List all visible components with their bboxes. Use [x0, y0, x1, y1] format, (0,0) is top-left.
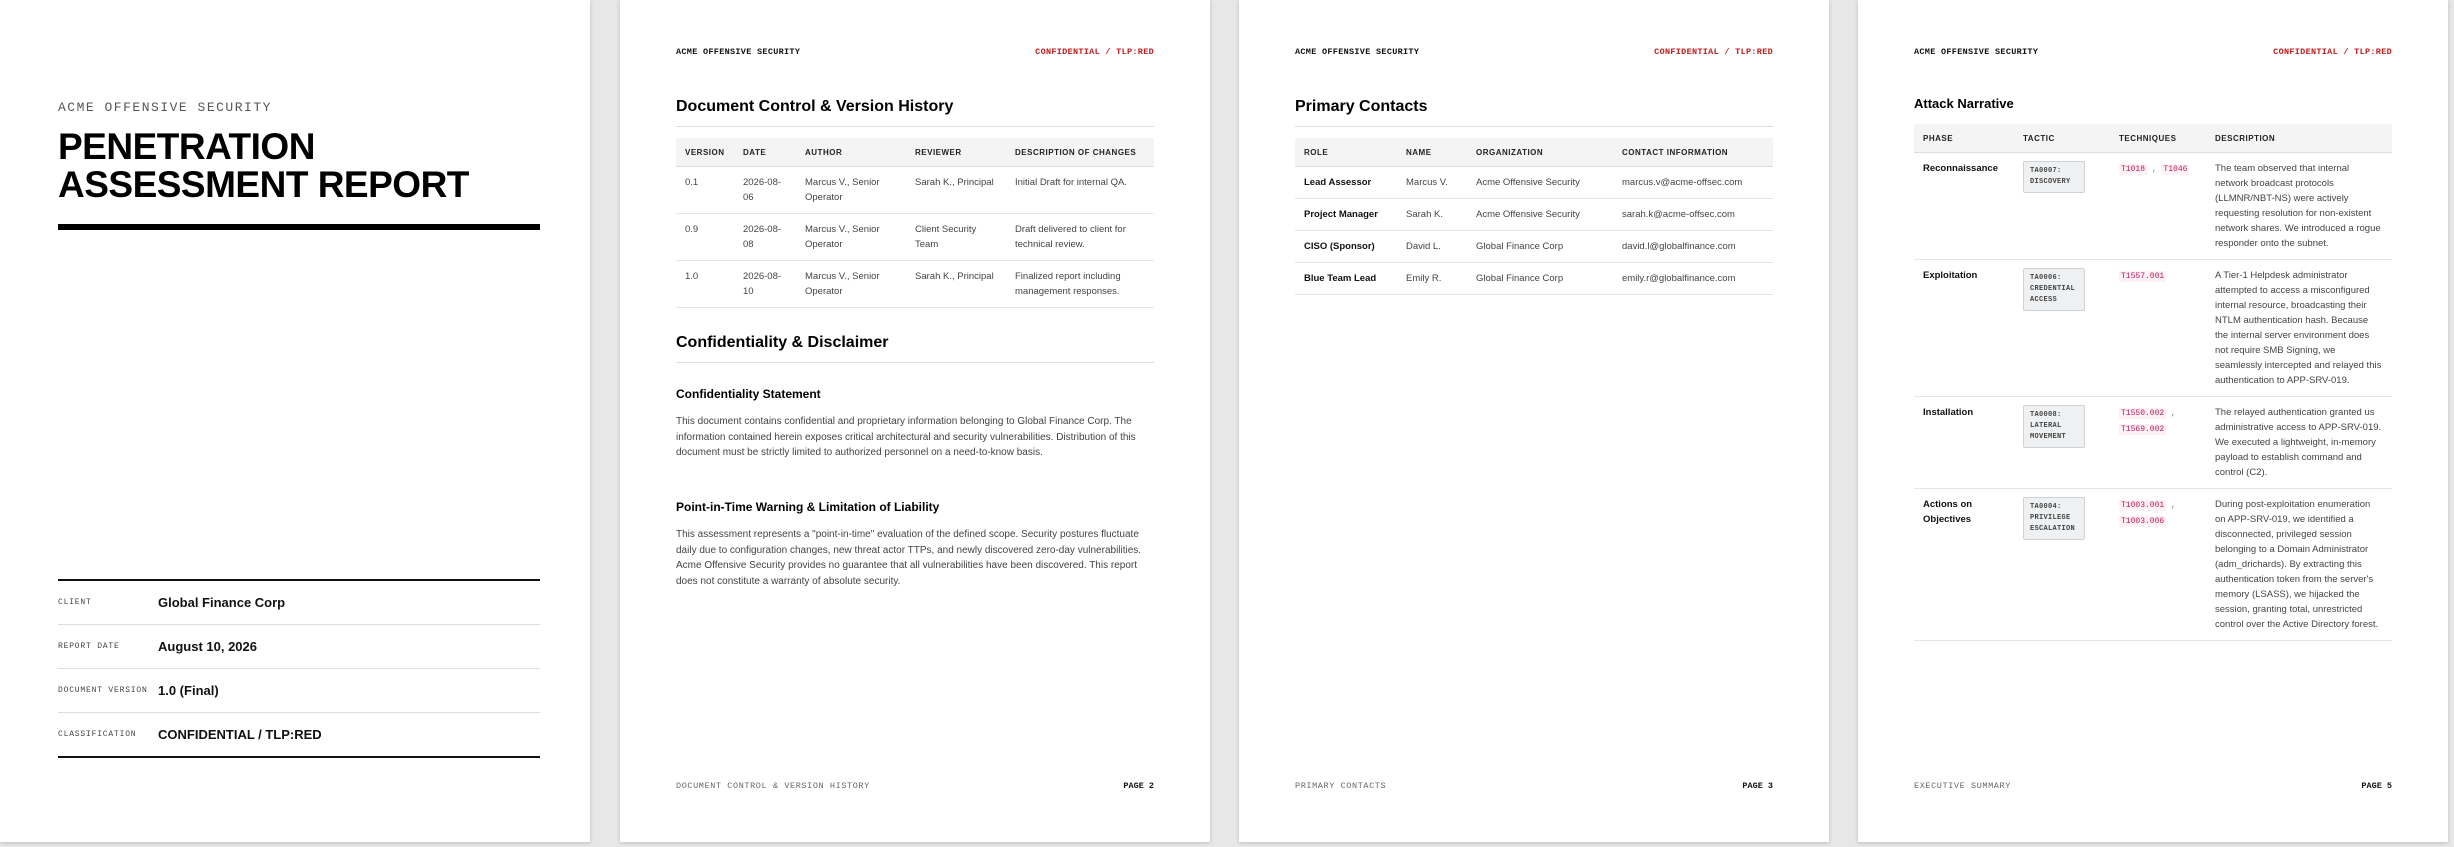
- cell-phase: Reconnaissance: [1914, 153, 2014, 260]
- cell-role: CISO (Sponsor): [1295, 231, 1397, 263]
- cell-description: Draft delivered to client for technical review.: [1006, 214, 1154, 261]
- attack-narrative-table: [1914, 124, 2392, 641]
- cell-contact: david.l@globalfinance.com: [1613, 231, 1773, 263]
- meta-value: August 10, 2026: [158, 639, 257, 654]
- cell-version: 0.9: [676, 214, 734, 261]
- cell-date: 2026-08-06: [734, 167, 796, 214]
- cell-role: Lead Assessor: [1295, 167, 1397, 199]
- meta-row-report-date: [58, 625, 540, 669]
- meta-value: Global Finance Corp: [158, 595, 286, 610]
- table-row: [1914, 397, 2392, 489]
- confidentiality-paragraph: This document contains confidential and proprietary information belonging to Global Finance Corp. The information contained herein exposes critical architectural and security vulnerabilities. Distribution of this document must be strictly limited to authorized personnel on a need-to-know basis.: [676, 416, 1136, 458]
- cell-reviewer: Client Security Team: [906, 214, 1006, 261]
- cell-description: Initial Draft for internal QA.: [1006, 167, 1154, 214]
- cell-tactic: [2014, 397, 2110, 489]
- cell-reviewer: Sarah K., Principal: [906, 167, 1006, 214]
- running-footer: [676, 781, 1154, 795]
- running-header: [1295, 47, 1773, 61]
- tactic-badge: TA0007: DISCOVERY: [2023, 161, 2085, 193]
- column-header: VERSION: [676, 138, 734, 167]
- cell-techniques: T1550.002 , T1569.002: [2110, 397, 2206, 489]
- title-rule: [1295, 126, 1773, 127]
- cell-reviewer: Sarah K., Principal: [906, 261, 1006, 308]
- header-org: ACME OFFENSIVE SECURITY: [1295, 47, 1420, 57]
- cell-date: 2026-08-10: [734, 261, 796, 308]
- footer-section-name: PRIMARY CONTACTS: [1295, 781, 1387, 791]
- cover-title-line-2: ASSESSMENT REPORT: [58, 164, 469, 205]
- technique-tag: T1569.002: [2121, 425, 2165, 434]
- cell-description: A Tier-1 Helpdesk administrator attempted to access a misconfigured internal resource, broadcasting their NTLM authentication hash. Because the internal server environment does not require SMB Signing, we seamlessly intercepted and relayed this authentication to APP-SRV-019.: [2206, 260, 2392, 397]
- technique-tag: T1018: [2121, 165, 2146, 174]
- cell-organization: Acme Offensive Security: [1467, 199, 1613, 231]
- column-header: DESCRIPTION OF CHANGES: [1006, 138, 1154, 167]
- meta-label: CLASSIFICATION: [58, 730, 137, 739]
- column-header: TECHNIQUES: [2110, 124, 2206, 153]
- cell-version: 1.0: [676, 261, 734, 308]
- page-number: PAGE 5: [2361, 781, 2392, 791]
- column-header: ROLE: [1295, 138, 1397, 167]
- header-org: ACME OFFENSIVE SECURITY: [676, 47, 801, 57]
- cell-description: The relayed authentication granted us administrative access to APP-SRV-019. We executed a lightweight, in-memory payload to establish command and control (C2).: [2206, 397, 2392, 489]
- cover-page: [0, 0, 590, 842]
- liability-paragraph: This assessment represents a "point-in-time" evaluation of the defined scope. Security postures fluctuate daily due to configuration changes, new threat actor TTPs, and newly discovered zero-day vulnerabilities. Acme Offensive Security provides no guarantee that all vulnerabilities have been discovered. This report does not constitute a warranty of absolute security.: [676, 529, 1142, 587]
- document-control-page: [620, 0, 1210, 842]
- primary-contacts-page: [1239, 0, 1829, 842]
- table-row: [1295, 199, 1773, 231]
- page-title: Attack Narrative: [1914, 96, 2014, 111]
- cell-tactic: [2014, 489, 2110, 641]
- cell-description: Finalized report including management responses.: [1006, 261, 1154, 308]
- column-header: PHASE: [1914, 124, 2014, 153]
- cell-organization: Global Finance Corp: [1467, 263, 1613, 295]
- header-classification: CONFIDENTIAL / TLP:RED: [1035, 47, 1154, 57]
- meta-value: 1.0 (Final): [158, 683, 219, 698]
- cover-divider: [58, 224, 540, 230]
- tactic-badge: TA0004: PRIVILEGE ESCALATION: [2023, 497, 2085, 540]
- attack-narrative-page: [1858, 0, 2448, 842]
- footer-section-name: EXECUTIVE SUMMARY: [1914, 781, 2011, 791]
- meta-label: DOCUMENT VERSION: [58, 686, 148, 695]
- table-row: [676, 167, 1154, 214]
- meta-row-classification: [58, 713, 540, 756]
- tactic-badge: TA0008: LATERAL MOVEMENT: [2023, 405, 2085, 448]
- running-footer: [1295, 781, 1773, 795]
- table-row: [676, 214, 1154, 261]
- cell-phase: Installation: [1914, 397, 2014, 489]
- title-rule: [676, 126, 1154, 127]
- cover-org-name: ACME OFFENSIVE SECURITY: [58, 100, 272, 115]
- cell-techniques: T1003.001 , T1003.006: [2110, 489, 2206, 641]
- cover-metadata-table: [58, 579, 540, 758]
- cell-contact: sarah.k@acme-offsec.com: [1613, 199, 1773, 231]
- running-header: [1914, 47, 2392, 61]
- cell-contact: marcus.v@acme-offsec.com: [1613, 167, 1773, 199]
- page-title: Primary Contacts: [1295, 98, 1428, 115]
- technique-tag: T1557.001: [2121, 272, 2165, 281]
- running-footer: [1914, 781, 2392, 795]
- cell-organization: Acme Offensive Security: [1467, 167, 1613, 199]
- column-header: ORGANIZATION: [1467, 138, 1613, 167]
- column-header: TACTIC: [2014, 124, 2110, 153]
- table-row: [1914, 260, 2392, 397]
- cell-name: Emily R.: [1397, 263, 1467, 295]
- table-row: [1914, 153, 2392, 260]
- cell-techniques: T1018 , T1046: [2110, 153, 2206, 260]
- cell-tactic: [2014, 260, 2110, 397]
- column-header: DESCRIPTION: [2206, 124, 2392, 153]
- cover-title: [58, 128, 469, 204]
- meta-value: CONFIDENTIAL / TLP:RED: [158, 727, 322, 742]
- cell-techniques: [2110, 260, 2206, 397]
- cover-title-line-1: PENETRATION: [58, 126, 315, 167]
- tactic-badge: TA0006: CREDENTIAL ACCESS: [2023, 268, 2085, 311]
- header-classification: CONFIDENTIAL / TLP:RED: [1654, 47, 1773, 57]
- cell-name: Sarah K.: [1397, 199, 1467, 231]
- page-number: PAGE 2: [1123, 781, 1154, 791]
- cell-organization: Global Finance Corp: [1467, 231, 1613, 263]
- header-classification: CONFIDENTIAL / TLP:RED: [2273, 47, 2392, 57]
- cell-description: The team observed that internal network broadcast protocols (LLMNR/NBT-NS) were actively requesting resolution for non-existent network shares. We introduced a rogue responder onto the subnet.: [2206, 153, 2392, 260]
- table-row: [1295, 263, 1773, 295]
- header-org: ACME OFFENSIVE SECURITY: [1914, 47, 2039, 57]
- footer-section-name: DOCUMENT CONTROL & VERSION HISTORY: [676, 781, 870, 791]
- table-row: [1914, 489, 2392, 641]
- cell-contact: emily.r@globalfinance.com: [1613, 263, 1773, 295]
- cell-phase: Actions on Objectives: [1914, 489, 2014, 641]
- meta-label: REPORT DATE: [58, 642, 120, 651]
- meta-row-client: [58, 581, 540, 625]
- page-title: Document Control & Version History: [676, 98, 954, 115]
- confidentiality-heading: Confidentiality Statement: [676, 387, 821, 401]
- cell-author: Marcus V., Senior Operator: [796, 261, 906, 308]
- version-history-table: [676, 138, 1154, 308]
- technique-tag: T1003.001: [2121, 501, 2165, 510]
- cell-phase: Exploitation: [1914, 260, 2014, 397]
- cell-version: 0.1: [676, 167, 734, 214]
- table-header-row: [676, 138, 1154, 167]
- technique-tag: T1003.006: [2121, 517, 2165, 526]
- table-row: [676, 261, 1154, 308]
- cell-name: David L.: [1397, 231, 1467, 263]
- cell-name: Marcus V.: [1397, 167, 1467, 199]
- cell-role: Project Manager: [1295, 199, 1397, 231]
- table-row: [1295, 231, 1773, 263]
- technique-tag: T1550.002: [2121, 409, 2165, 418]
- section-title: Confidentiality & Disclaimer: [676, 334, 889, 351]
- cell-description: During post-exploitation enumeration on APP-SRV-019, we identified a disconnected, privileged session belonging to a Domain Administrator (adm_drichards). By extracting this authentication token from the server's memory (LSASS), we hijacked the session, granting total, unrestricted control over the Active Directory forest.: [2206, 489, 2392, 641]
- column-header: REVIEWER: [906, 138, 1006, 167]
- cell-date: 2026-08-08: [734, 214, 796, 261]
- cell-role: Blue Team Lead: [1295, 263, 1397, 295]
- meta-label: CLIENT: [58, 598, 92, 607]
- column-header: AUTHOR: [796, 138, 906, 167]
- technique-tag: T1046: [2163, 165, 2188, 174]
- running-header: [676, 47, 1154, 61]
- table-header-row: [1295, 138, 1773, 167]
- table-row: [1295, 167, 1773, 199]
- cell-author: Marcus V., Senior Operator: [796, 214, 906, 261]
- page-number: PAGE 3: [1742, 781, 1773, 791]
- meta-row-document-version: [58, 669, 540, 713]
- section-rule: [676, 362, 1154, 363]
- liability-heading: Point-in-Time Warning & Limitation of Liability: [676, 500, 940, 514]
- cell-author: Marcus V., Senior Operator: [796, 167, 906, 214]
- cell-tactic: [2014, 153, 2110, 260]
- table-header-row: [1914, 124, 2392, 153]
- column-header: NAME: [1397, 138, 1467, 167]
- column-header: DATE: [734, 138, 796, 167]
- contacts-table: [1295, 138, 1773, 295]
- column-header: CONTACT INFORMATION: [1613, 138, 1773, 167]
